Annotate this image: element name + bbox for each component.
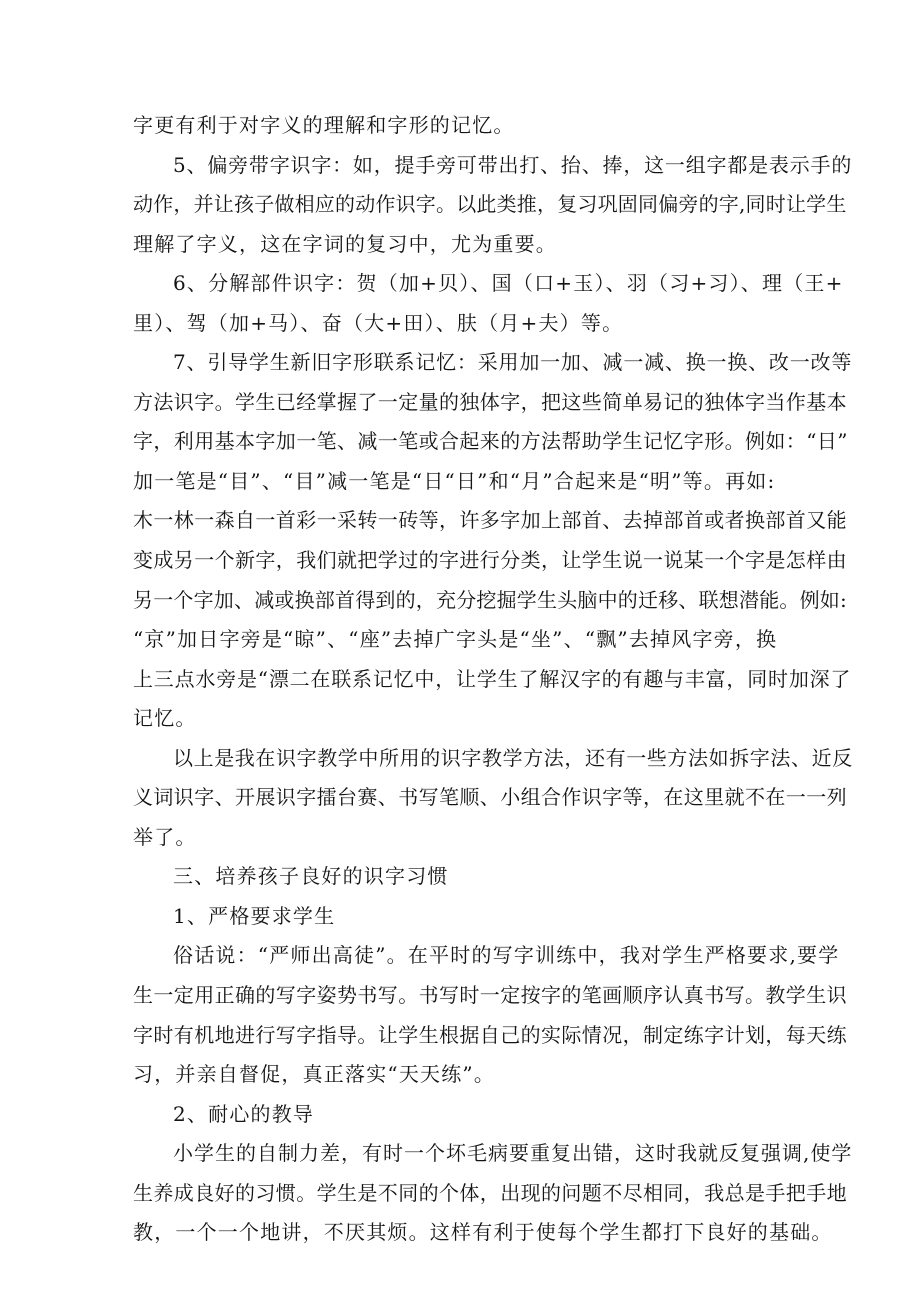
text-line: 生一定用正确的写字姿势书写。书写时一定按字的笔画顺序认真书写。教学生识 <box>133 983 847 1008</box>
text-line: 6、分解部件识字：贺（加+贝）、国（口+玉）、羽（习+习）、理（王+ <box>173 271 844 296</box>
text-line: 方法识字。学生已经掌握了一定量的独体字，把这些简单易记的独体字当作基本 <box>133 389 847 414</box>
text-line: 上三点水旁是“漂二在联系记忆中，让学生了解汉字的有趣与丰富，同时加深了 <box>133 666 852 691</box>
text-line: 里）、驾（加+马）、奋（大+田）、肤（月+夫）等。 <box>133 310 624 335</box>
text-line: 另一个字加、减或换部首得到的，充分挖掘学生头脑中的迁移、联想潜能。例如: <box>133 587 847 612</box>
text-line: 三、培养孩子良好的识字习惯 <box>173 864 449 889</box>
text-line: 理解了字义，这在字词的复习中，尤为重要。 <box>133 231 557 256</box>
text-line: 义词识字、开展识字擂台赛、书写笔顺、小组合作识字等，在这里就不在一一列 <box>133 785 847 810</box>
text-line: 字，利用基本字加一笔、减一笔或合起来的方法帮助学生记忆字形。例如：“日” <box>133 429 848 454</box>
text-line: 字时有机地进行写字指导。让学生根据自己的实际情况，制定练字计划，每天练 <box>133 1022 847 1047</box>
text-line: 举了。 <box>133 824 197 849</box>
text-line: 习，并亲自督促，真正落实“天天练”。 <box>133 1062 496 1087</box>
text-line: 木一林一森自一首彩一采转一砖等，许多字加上部首、去掉部首或者换部首又能 <box>133 508 847 533</box>
text-line: 以上是我在识字教学中所用的识字教学方法，还有一些方法如拆字法、近反 <box>173 745 853 770</box>
text-line: 动作，并让孩子做相应的动作识字。以此类推，复习巩固同偏旁的字,同时让学生 <box>133 192 847 217</box>
text-line: 字更有利于对字义的理解和字形的记忆。 <box>133 113 515 137</box>
text-line: 变成另一个新字，我们就把学过的字进行分类，让学生说一说某一个字是怎样由 <box>133 548 847 573</box>
text-line: 俗话说：“严师出高徒”。在平时的写字训练中，我对学生严格要求,要学 <box>173 943 840 968</box>
text-line: 生养成良好的习惯。学生是不同的个体，出现的问题不尽相同，我总是手把手地 <box>133 1180 847 1205</box>
text-line: 小学生的自制力差，有时一个坏毛病要重复出错，这时我就反复强调,使学 <box>173 1141 853 1166</box>
text-line: 记忆。 <box>133 706 197 731</box>
text-line: 7、引导学生新旧字形联系记忆：采用加一加、减一减、换一换、改一改等 <box>173 350 853 375</box>
text-line: 1、严格要求学生 <box>173 903 336 928</box>
text-line: 5、偏旁带字识字：如，提手旁可带出打、抬、捧，这一组字都是表示手的 <box>173 152 853 177</box>
text-line: 2、耐心的教导 <box>173 1101 315 1126</box>
text-line: “京”加日字旁是“晾”、“座”去掉广字头是“坐”、“飘”去掉风字旁，换 <box>133 627 778 652</box>
text-line: 加一笔是“目”、“目”减一笔是“日“日”和“月”合起来是“明”等。再如: <box>133 468 776 493</box>
text-line: 教，一个一个地讲，不厌其烦。这样有利于使每个学生都打下良好的基础。 <box>133 1220 833 1245</box>
document-body <box>133 106 853 1253</box>
